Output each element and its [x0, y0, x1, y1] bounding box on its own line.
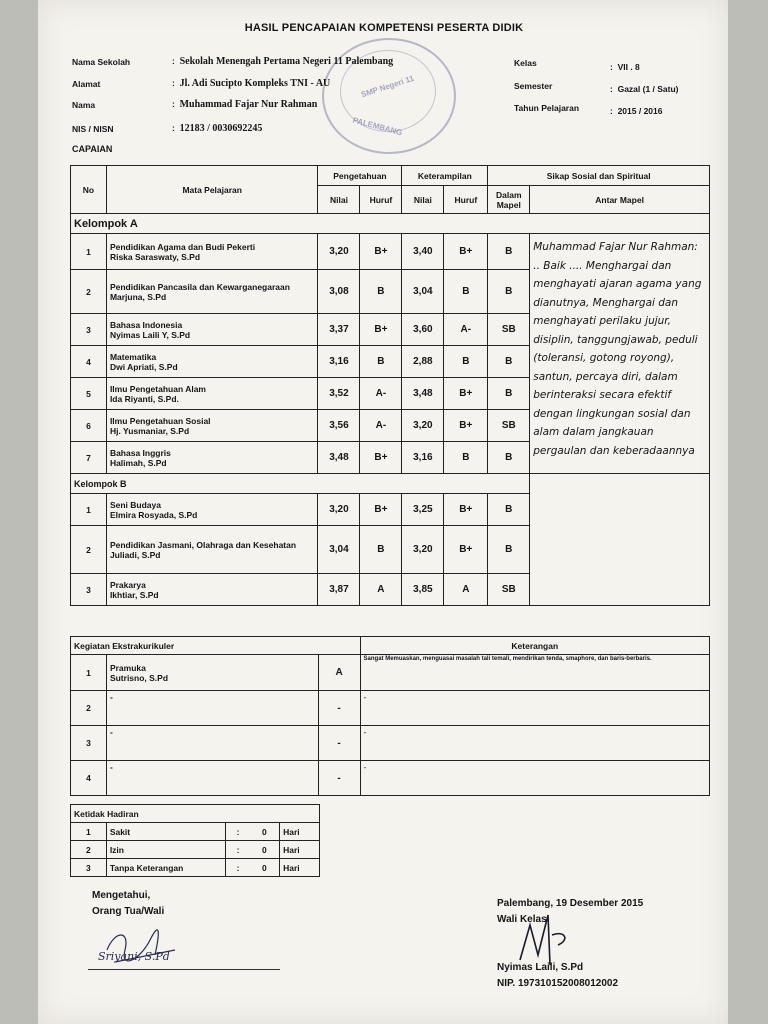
- teacher-nip: NIP. 197310152008012002: [497, 978, 619, 989]
- value-nama: Muhammad Fajar Nur Rahman: [179, 99, 318, 110]
- orang-tua-label: Orang Tua/Wali: [92, 906, 165, 917]
- row-no: 2: [71, 270, 107, 314]
- pengetahuan-nilai: 3,48: [318, 442, 360, 474]
- value-nis: 12183 / 0030692245: [179, 123, 263, 134]
- label-kelas: Kelas: [514, 58, 537, 68]
- absen-label: Sakit: [106, 823, 226, 841]
- stamp-top-text: SMP Negeri 11: [359, 73, 416, 100]
- wali-kelas-label: Wali Kelas: [497, 914, 547, 925]
- label-nama-sekolah: Nama Sekolah: [72, 57, 131, 67]
- keterampilan-huruf: B: [444, 346, 488, 378]
- table-row: [71, 691, 710, 726]
- absen-unit: Hari: [280, 859, 320, 877]
- pengetahuan-huruf: B+: [360, 442, 402, 474]
- row-no: 3: [71, 859, 107, 877]
- label-semester: Semester: [514, 81, 553, 91]
- teacher-name: Juliadi, S.Pd: [109, 549, 161, 560]
- ekskul-name: -: [109, 762, 113, 772]
- pengetahuan-huruf: A-: [360, 410, 402, 442]
- absen-value: 0: [250, 841, 280, 859]
- dalam-mapel: B: [488, 494, 530, 526]
- absen-value: 0: [250, 859, 280, 877]
- value-alamat: Jl. Adi Sucipto Kompleks TNI - AU: [179, 78, 331, 89]
- table-row: [71, 234, 710, 270]
- table-row: [71, 823, 320, 841]
- sep: :: [172, 99, 175, 109]
- row-no: 3: [71, 574, 107, 606]
- dalam-mapel: B: [488, 378, 530, 410]
- label-alamat: Alamat: [72, 79, 101, 89]
- row-no: 3: [71, 726, 107, 761]
- ekskul-nilai: -: [318, 691, 360, 726]
- absen-value: 0: [250, 823, 280, 841]
- row-no: 7: [71, 442, 107, 474]
- ekskul-table: [70, 636, 710, 796]
- teacher-name: Riska Saraswaty, S.Pd: [109, 251, 201, 262]
- place-date: Palembang, 19 Desember 2015: [497, 898, 644, 909]
- subject-name: Ilmu Pengetahuan Alam: [109, 383, 206, 394]
- pengetahuan-huruf: B: [360, 346, 402, 378]
- keterampilan-nilai: 3,60: [402, 314, 444, 346]
- subject-name: Prakarya: [109, 579, 146, 590]
- absen-sep: :: [226, 841, 250, 859]
- label-tahun: Tahun Pelajaran: [514, 103, 580, 113]
- dalam-mapel: SB: [488, 574, 530, 606]
- ekskul-keterangan: -: [360, 726, 709, 761]
- keterampilan-nilai: 3,20: [402, 410, 444, 442]
- keterampilan-nilai: 3,16: [402, 442, 444, 474]
- keterampilan-nilai: 2,88: [402, 346, 444, 378]
- absen-unit: Hari: [280, 841, 320, 859]
- keterampilan-huruf: B+: [444, 234, 488, 270]
- absen-label: Izin: [106, 841, 226, 859]
- subject-name: Pendidikan Jasmani, Olahraga dan Kesehatan: [109, 539, 297, 550]
- table-row: [71, 841, 320, 859]
- row-no: 1: [71, 494, 107, 526]
- teacher-name: Hj. Yusmaniar, S.Pd: [109, 425, 190, 436]
- dalam-mapel: B: [488, 442, 530, 474]
- subject-name: Ilmu Pengetahuan Sosial: [109, 415, 211, 426]
- row-no: 2: [71, 691, 107, 726]
- header-no: No: [71, 166, 107, 214]
- value-tahun: 2015 / 2016: [617, 106, 663, 116]
- header-nilai: Nilai: [318, 186, 360, 214]
- pengetahuan-huruf: B+: [360, 314, 402, 346]
- absen-label: Tanpa Keterangan: [106, 859, 226, 877]
- keterampilan-huruf: A-: [444, 314, 488, 346]
- keterampilan-huruf: B+: [444, 410, 488, 442]
- pengetahuan-nilai: 3,20: [318, 494, 360, 526]
- ekskul-nilai: -: [318, 726, 360, 761]
- absen-sep: :: [226, 823, 250, 841]
- keterampilan-huruf: B: [444, 442, 488, 474]
- table-row: [71, 726, 710, 761]
- keterampilan-huruf: B+: [444, 494, 488, 526]
- table-row: [71, 859, 320, 877]
- subject-name: Matematika: [109, 351, 157, 362]
- sep: :: [172, 123, 175, 133]
- parent-signature: [95, 920, 275, 975]
- pengetahuan-nilai: 3,04: [318, 526, 360, 574]
- keterampilan-nilai: 3,04: [402, 270, 444, 314]
- row-no: 4: [71, 346, 107, 378]
- keterampilan-huruf: B+: [444, 526, 488, 574]
- table-row: [71, 655, 710, 691]
- keterampilan-huruf: B: [444, 270, 488, 314]
- signature-line: [88, 969, 280, 970]
- ekskul-header: Kegiatan Ekstrakurikuler: [71, 637, 361, 655]
- pengetahuan-huruf: B: [360, 526, 402, 574]
- grades-table: [70, 165, 710, 606]
- ekskul-name: -: [109, 727, 113, 737]
- dalam-mapel: SB: [488, 410, 530, 442]
- pengetahuan-nilai: 3,20: [318, 234, 360, 270]
- teacher-name: Dwi Apriati, S.Pd: [109, 361, 178, 372]
- kelompok-a-label: Kelompok A: [71, 214, 710, 234]
- row-no: 2: [71, 841, 107, 859]
- pengetahuan-huruf: A-: [360, 378, 402, 410]
- ekskul-keterangan: Sangat Memuaskan, menguasai masalah tali temali, mendirikan tenda, smaphore, dan baris-berbaris.: [360, 655, 709, 691]
- header-mapel: Mata Pelajaran: [106, 166, 318, 214]
- pengetahuan-huruf: A: [360, 574, 402, 606]
- header-keterampilan: Keterampilan: [402, 166, 488, 186]
- header-huruf: Huruf: [444, 186, 488, 214]
- keterangan-header: Keterangan: [360, 637, 709, 655]
- pengetahuan-nilai: 3,87: [318, 574, 360, 606]
- row-no: 3: [71, 314, 107, 346]
- teacher-name: Ikhtiar, S.Pd: [109, 589, 159, 600]
- antar-mapel-empty: [530, 474, 710, 606]
- keterampilan-nilai: 3,40: [402, 234, 444, 270]
- row-no: 6: [71, 410, 107, 442]
- value-kelas: VII . 8: [617, 62, 640, 72]
- value-nama-sekolah: Sekolah Menengah Pertama Negeri 11 Palembang: [179, 56, 394, 67]
- subject-name: Pendidikan Pancasila dan Kewarganegaraan: [109, 281, 290, 292]
- parent-signature-name: Sriyani, S.Pd: [98, 950, 170, 963]
- ekskul-name: -: [109, 692, 113, 702]
- dalam-mapel: B: [488, 234, 530, 270]
- keterampilan-nilai: 3,25: [402, 494, 444, 526]
- ekskul-name: Pramuka: [109, 662, 146, 673]
- sep: :: [610, 106, 613, 116]
- ekskul-keterangan: -: [360, 761, 709, 796]
- dalam-mapel: SB: [488, 314, 530, 346]
- absen-header: Ketidak Hadiran: [71, 805, 320, 823]
- subject-name: Bahasa Inggris: [109, 447, 171, 458]
- header-dalam-mapel: Dalam Mapel: [488, 186, 530, 214]
- row-no: 1: [71, 823, 107, 841]
- mengetahui-label: Mengetahui,: [92, 890, 151, 901]
- absen-table: [70, 804, 320, 877]
- teacher-name: Halimah, S.Pd: [109, 457, 167, 468]
- pengetahuan-huruf: B+: [360, 234, 402, 270]
- header-pengetahuan: Pengetahuan: [318, 166, 402, 186]
- teacher-name: Ida Riyanti, S.Pd.: [109, 393, 179, 404]
- ekskul-keterangan: -: [360, 691, 709, 726]
- row-no: 2: [71, 526, 107, 574]
- keterampilan-huruf: A: [444, 574, 488, 606]
- teacher-name: Marjuna, S.Pd: [109, 291, 167, 302]
- row-no: 5: [71, 378, 107, 410]
- teacher-name: Nyimas Laili, S.Pd: [497, 962, 584, 973]
- report-title: HASIL PENCAPAIAN KOMPETENSI PESERTA DIDIK: [244, 22, 524, 34]
- pengetahuan-nilai: 3,08: [318, 270, 360, 314]
- dalam-mapel: B: [488, 346, 530, 378]
- capaian-label: CAPAIAN: [72, 144, 113, 154]
- sep: :: [172, 78, 175, 88]
- label-nis: NIS / NISN: [72, 124, 114, 134]
- row-no: 1: [71, 655, 107, 691]
- header-nilai: Nilai: [402, 186, 444, 214]
- keterampilan-nilai: 3,20: [402, 526, 444, 574]
- subject-name: Seni Budaya: [109, 499, 161, 510]
- pengetahuan-nilai: 3,52: [318, 378, 360, 410]
- keterampilan-nilai: 3,85: [402, 574, 444, 606]
- keterampilan-huruf: B+: [444, 378, 488, 410]
- ekskul-teacher: Sutrisno, S.Pd: [109, 672, 169, 683]
- pengetahuan-nilai: 3,56: [318, 410, 360, 442]
- label-nama: Nama: [72, 100, 96, 110]
- pengetahuan-nilai: 3,16: [318, 346, 360, 378]
- header-sikap: Sikap Sosial dan Spiritual: [488, 166, 710, 186]
- value-semester: Gazal (1 / Satu): [617, 84, 679, 94]
- sep: :: [610, 62, 613, 72]
- subject-name: Bahasa Indonesia: [109, 319, 183, 330]
- subject-name: Pendidikan Agama dan Budi Pekerti: [109, 241, 256, 252]
- dalam-mapel: B: [488, 270, 530, 314]
- ekskul-nilai: A: [318, 655, 360, 691]
- kelompok-b-label: Kelompok B: [71, 474, 530, 494]
- dalam-mapel: B: [488, 526, 530, 574]
- ekskul-nilai: -: [318, 761, 360, 796]
- row-no: 1: [71, 234, 107, 270]
- teacher-name: Elmira Rosyada, S.Pd: [109, 509, 198, 520]
- pengetahuan-huruf: B: [360, 270, 402, 314]
- header-huruf: Huruf: [360, 186, 402, 214]
- sep: :: [172, 56, 175, 66]
- header-antar-mapel: Antar Mapel: [530, 186, 710, 214]
- pengetahuan-nilai: 3,37: [318, 314, 360, 346]
- pengetahuan-huruf: B+: [360, 494, 402, 526]
- antar-mapel-description: Muhammad Fajar Nur Rahman: .. Baik .... Menghargai dan menghayati ajaran agama yang dianutnya, Menghargai dan menghayati perilaku jujur, disiplin, tanggungjawab, peduli (toleransi, gotong royong), santun, percaya diri, dalam berinteraksi secara efektif dengan lingkungan sosial dan alam dalam jangkauan pergaulan dan keberadaannya: [530, 234, 710, 474]
- keterampilan-nilai: 3,48: [402, 378, 444, 410]
- row-no: 4: [71, 761, 107, 796]
- table-row: [71, 761, 710, 796]
- absen-sep: :: [226, 859, 250, 877]
- teacher-name: Nyimas Laili Y, S.Pd: [109, 329, 191, 340]
- sep: :: [610, 84, 613, 94]
- absen-unit: Hari: [280, 823, 320, 841]
- stamp-bottom-text: PALEMBANG: [351, 115, 404, 138]
